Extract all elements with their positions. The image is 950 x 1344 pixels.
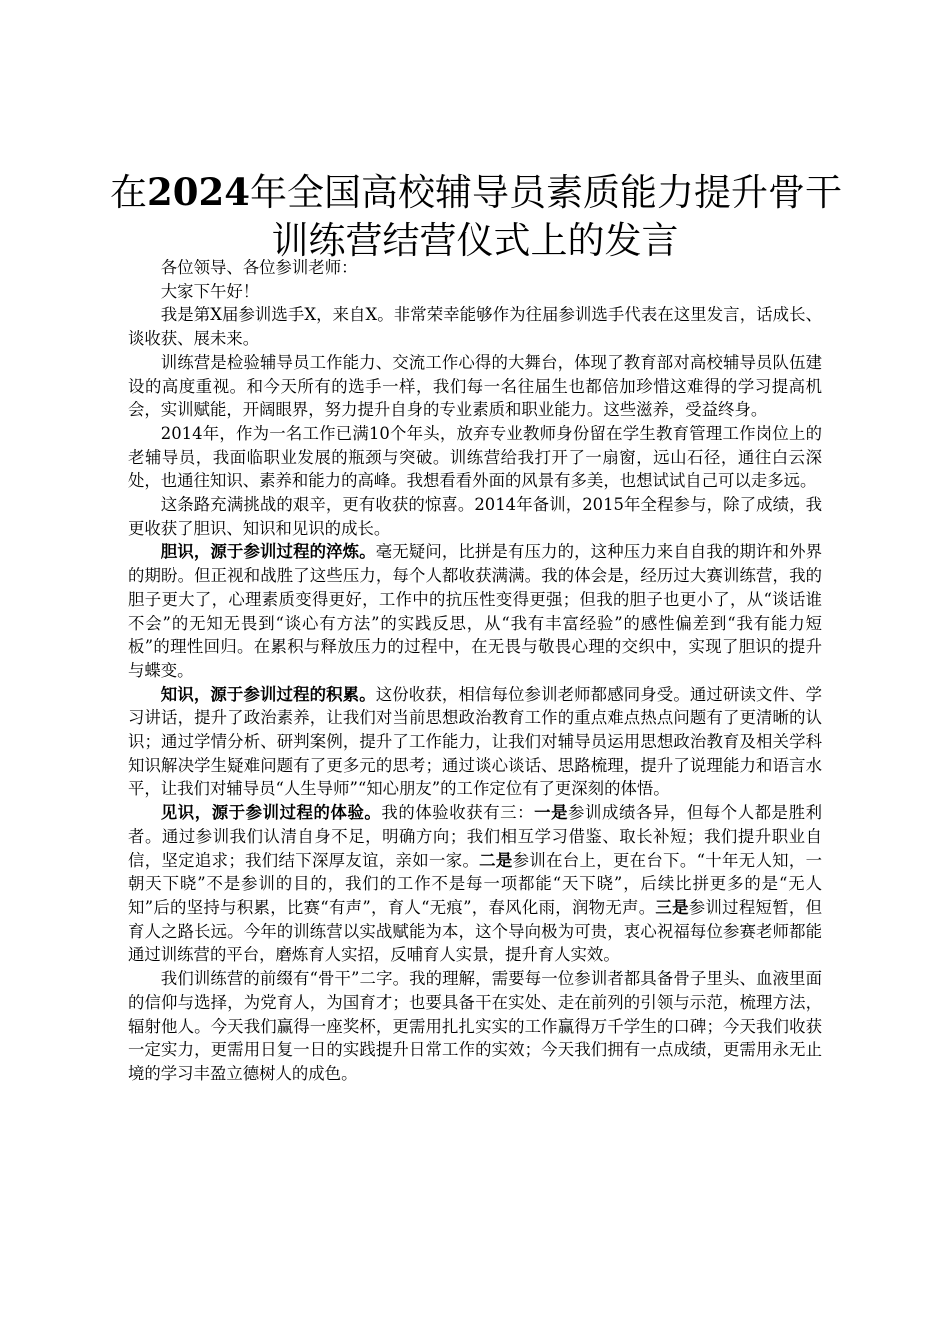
paragraph-intro: 我是第X届参训选手X，来自X。非常荣幸能够作为往届参训选手代表在这里发言，话成长、谈收获、展未来。 — [128, 305, 822, 349]
paragraph-backbone: 我们训练营的前缀有“骨干”二字。我的理解，需要每一位参训者都具备骨子里头、血液里面的信仰与选择，为党育人，为国育才；也要具备干在实处、走在前列的引领与示范，梳理方法，辐射他人。今天我们赢得一座奖杯，更需用扎扎实实的工作赢得万千学生的口碑；今天我们收获一定实力，更需用日复一日的实践提升日常工作的实效；今天我们拥有一点成绩，更需用永无止境的学习丰盈立德树人的成色。 — [128, 969, 822, 1083]
greeting: 大家下午好！ — [160, 281, 260, 301]
text-knowledge: 这份收获，相信每位参训老师都感同身受。通过研读文件、学习讲话，提升了政治素养，让我们对当前思想政治教育工作的重点难点热点问题有了更清晰的认识；通过学情分析、研判案例，提升了工作能力，让我们对辅导员运用思想政治教育及相关学科知识解决学生疑难问题有了更多元的思考；通过谈心谈话、思路梳理，提升了说理能力和语言水平，让我们对辅导员“人生导师”“知心朋友”的工作定位有了更深刻的体悟。 — [128, 684, 822, 799]
document-title — [110, 168, 840, 265]
paragraph-insight — [128, 801, 822, 967]
document-body — [128, 256, 822, 1086]
text-courage: 毫无疑问，比拼是有压力的，这种压力来自自我的期许和外界的期盼。但正视和战胜了这些压力，每个人都收获满满。我的体会是，经历过大赛训练营，我的胆子更大了，心理素质变得更好，工作中的抗压性变得更强；但我的胆子也更小了，从“谈话谁不会”的无知无畏到“谈心有方法”的实践反思，从“我有丰富经验”的感性偏差到“我有能力短板”的理性回归。在累积与释放压力的过程中，在无畏与敬畏心理的交织中，实现了胆识的提升与蝶变。 — [128, 542, 822, 680]
paragraph-courage — [128, 540, 822, 682]
marker-third: 三是 — [655, 897, 689, 917]
marker-first: 一是 — [534, 803, 569, 823]
title-suffix: 年全国高校辅导员素质能力提升骨干 — [249, 171, 842, 214]
salutation: 各位领导、各位参训老师： — [160, 258, 358, 277]
heading-knowledge: 知识，源于参训过程的积累。 — [160, 684, 376, 704]
title-line-1 — [110, 168, 840, 217]
title-line-2: 训练营结营仪式上的发言 — [271, 219, 679, 262]
marker-second: 二是 — [479, 850, 513, 870]
paragraph-2014: 2014年，作为一名工作已满10个年头，放弃专业教师身份留在学生教育管理工作岗位上的老辅导员，我面临职业发展的瓶颈与突破。训练营给我打开了一扇窗，远山石径，通往白云深处，也通往知识、素养和能力的高峰。我想看看外面的风景有多美，也想试试自己可以走多远。 — [128, 423, 822, 491]
text-insight-intro: 我的体验收获有三： — [381, 803, 535, 823]
paragraph-knowledge — [128, 683, 822, 802]
title-year: 2024 — [147, 170, 250, 214]
text-insight-third: 参训过程短暂，但育人之路长远。今年的训练营以实战赋能为本，这个导向极为可贵，衷心祝福每位参赛老师都能通过训练营的平台，磨炼育人实招，反哺育人实景，提升育人实效。 — [128, 897, 823, 965]
text-insight-first: 参训成绩各异，但每个人都是胜利者。通过参训我们认清自身不足，明确方向；我们相互学习借鉴、取长补短；我们提升职业自信，坚定追求；我们结下深厚友谊，亲如一家。 — [128, 803, 822, 870]
title-prefix: 在 — [110, 171, 147, 214]
paragraph-camp: 训练营是检验辅导员工作能力、交流工作心得的大舞台，体现了教育部对高校辅导员队伍建设的高度重视。和今天所有的选手一样，我们每一名往届生也都倍加珍惜这难得的学习提高机会，实训赋能，开阔眼界，努力提升自身的专业素质和职业能力。这些滋养，受益终身。 — [128, 352, 822, 420]
paragraph-road: 这条路充满挑战的艰辛，更有收获的惊喜。2014年备训，2015年全程参与，除了成绩，我更收获了胆识、知识和见识的成长。 — [128, 495, 822, 538]
heading-courage: 胆识，源于参训过程的淬炼。 — [160, 542, 376, 562]
heading-insight: 见识，源于参训过程的体验。 — [160, 803, 382, 823]
text-insight-second: 参训在台上，更在台下。“十年无人知，一朝天下晓”不是参训的目的，我们的工作不是每一项都能“天下晓”，后续比拼更多的是“无人知”后的坚持与积累，比赛“有声”，育人“无痕”，春风化雨，润物无声。 — [128, 850, 823, 917]
